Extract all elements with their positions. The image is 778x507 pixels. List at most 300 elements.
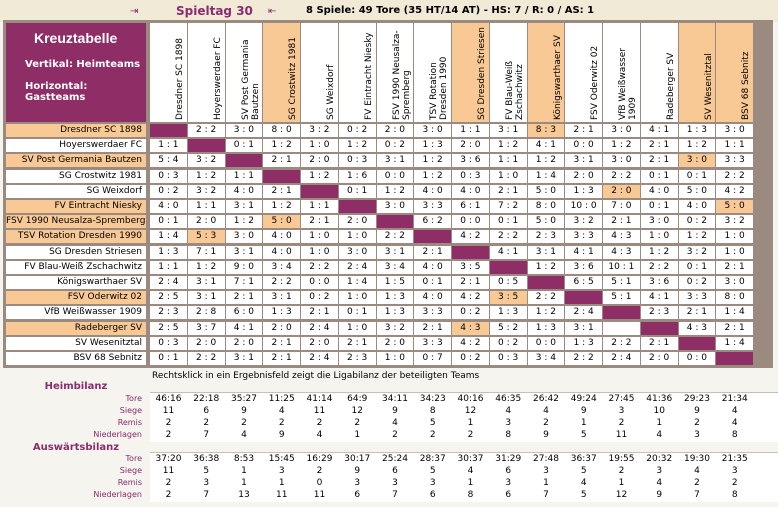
result-cell[interactable]: 0 : 1	[339, 306, 376, 319]
balance-remis-value: 5	[429, 418, 436, 428]
column-header-label: FSV Oderwitz 02	[590, 45, 601, 120]
result-cell[interactable]: 1 : 0	[301, 246, 338, 259]
result-cell[interactable]: 3 : 0	[414, 124, 451, 137]
result-cell[interactable]: 5 : 0	[528, 185, 565, 198]
result-cell[interactable]: 3 : 0	[716, 124, 753, 137]
result-cell[interactable]: 2 : 2	[565, 352, 602, 365]
result-cell[interactable]: 1 : 3	[490, 306, 527, 319]
row-team-name: Hoyerswerdaer FC	[6, 139, 146, 152]
row-team-name: TSV Rotation Dresden 1990	[6, 230, 146, 243]
result-cell[interactable]: 5 : 0	[716, 200, 753, 213]
result-cell[interactable]: 2 : 3	[641, 306, 678, 319]
result-cell[interactable]: 3 : 5	[490, 291, 527, 304]
result-cell[interactable]: 1 : 4	[716, 337, 753, 350]
result-cell[interactable]: 1 : 4	[528, 170, 565, 183]
result-cell[interactable]: 3 : 1	[565, 322, 602, 335]
balance-niederlagen-value: 8	[731, 490, 738, 500]
prev-matchday-arrow-icon[interactable]: ⇤	[268, 6, 277, 17]
result-cell[interactable]: 2 : 1	[263, 185, 300, 198]
result-cell[interactable]: 1 : 3	[565, 185, 602, 198]
balance-remis-value: 4	[392, 418, 398, 428]
result-cell[interactable]: 2 : 2	[301, 261, 338, 274]
result-cell[interactable]: 2 : 0	[263, 322, 300, 335]
result-cell[interactable]: 1 : 2	[188, 261, 225, 274]
row-team-name: Dresdner SC 1898	[6, 124, 146, 137]
result-cell[interactable]: 2 : 1	[301, 215, 338, 228]
balance-remis-value: 1	[278, 478, 285, 488]
result-cell[interactable]: 0 : 1	[150, 215, 187, 228]
result-cell[interactable]: 1 : 3	[414, 139, 451, 152]
column-header-label: VfB Weißwasser 1909	[618, 48, 638, 120]
result-cell[interactable]: 2 : 3	[150, 306, 187, 319]
result-cell[interactable]: 4 : 3	[452, 322, 489, 335]
result-cell[interactable]: 2 : 2	[641, 261, 678, 274]
result-cell[interactable]: 1 : 2	[641, 246, 678, 259]
balance-niederlagen-value: 8	[731, 430, 738, 440]
result-cell[interactable]: 8 : 0	[528, 200, 565, 213]
result-cell[interactable]: 5 : 1	[603, 276, 640, 289]
balance-siege-value: 5	[203, 466, 210, 476]
result-cell[interactable]: 3 : 3	[414, 306, 451, 319]
result-cell[interactable]: 1 : 1	[490, 154, 527, 167]
result-cell[interactable]: 0 : 1	[679, 170, 716, 183]
result-cell[interactable]: 2 : 4	[150, 276, 187, 289]
balance-niederlagen-value: 13	[238, 490, 250, 500]
result-cell[interactable]: 3 : 2	[188, 154, 225, 167]
result-cell[interactable]: 3 : 5	[452, 261, 489, 274]
result-cell[interactable]: 3 : 1	[263, 291, 300, 304]
result-cell[interactable]: 2 : 1	[603, 215, 640, 228]
result-cell[interactable]: 1 : 0	[301, 230, 338, 243]
result-cell[interactable]: 1 : 0	[301, 139, 338, 152]
result-cell[interactable]: 2 : 0	[188, 215, 225, 228]
balance-siege-value: 11	[162, 466, 175, 476]
result-cell[interactable]: 3 : 1	[377, 154, 414, 167]
result-cell[interactable]: 0 : 0	[301, 276, 338, 289]
result-cell[interactable]: 3 : 3	[414, 337, 451, 350]
result-cell[interactable]: 0 : 2	[377, 139, 414, 152]
balance-niederlagen-value: 7	[203, 490, 210, 500]
result-cell[interactable]: 3 : 2	[565, 215, 602, 228]
result-cell[interactable]: 4 : 0	[679, 200, 716, 213]
result-cell[interactable]: 1 : 1	[226, 170, 263, 183]
result-cell[interactable]: 3 : 3	[716, 154, 753, 167]
result-cell[interactable]: 5 : 0	[679, 185, 716, 198]
result-cell[interactable]: 8 : 0	[716, 291, 753, 304]
result-cell[interactable]: 7 : 0	[603, 200, 640, 213]
result-cell[interactable]: 2 : 1	[263, 352, 300, 365]
result-cell[interactable]: 0 : 2	[452, 306, 489, 319]
result-cell[interactable]: 10 : 1	[603, 261, 640, 274]
balance-tore-value: 46:16	[155, 394, 182, 404]
balance-label: Tore	[125, 454, 142, 463]
balance-niederlagen-value: 6	[429, 490, 436, 500]
balance-niederlagen-value: 8	[467, 490, 474, 500]
result-cell[interactable]: 1 : 2	[528, 261, 565, 274]
result-cell[interactable]: 4 : 2	[452, 230, 489, 243]
result-cell[interactable]: 2 : 0	[377, 124, 414, 137]
result-cell[interactable]: 1 : 0	[339, 322, 376, 335]
result-cell[interactable]: 5 : 0	[528, 215, 565, 228]
result-cell[interactable]: 1 : 1	[301, 200, 338, 213]
result-cell[interactable]: 1 : 2	[226, 215, 263, 228]
result-cell[interactable]: 1 : 2	[263, 200, 300, 213]
balance-remis-value: 3	[505, 478, 512, 488]
balance-tore-value: 8:53	[233, 454, 255, 464]
result-cell[interactable]: 6 : 0	[226, 306, 263, 319]
result-cell[interactable]: 4 : 1	[490, 246, 527, 259]
result-cell[interactable]: 3 : 1	[490, 124, 527, 137]
diagonal-cell	[641, 322, 678, 335]
result-cell[interactable]: 1 : 0	[716, 246, 753, 259]
result-cell[interactable]: 2 : 0	[452, 139, 489, 152]
balance-remis-value: 3	[203, 478, 210, 488]
result-cell[interactable]: 1 : 1	[716, 139, 753, 152]
result-cell[interactable]: 2 : 0	[339, 215, 376, 228]
balance-tore-value: 27:48	[533, 454, 559, 464]
result-cell[interactable]: 1 : 3	[263, 306, 300, 319]
result-cell[interactable]: 2 : 8	[188, 306, 225, 319]
result-cell[interactable]: 1 : 2	[679, 230, 716, 243]
result-cell[interactable]: 0 : 2	[490, 337, 527, 350]
result-cell[interactable]: 2 : 1	[339, 337, 376, 350]
balance-remis-value: 2	[316, 418, 323, 428]
balance-label: Niederlagen	[93, 490, 142, 499]
result-cell[interactable]: 2 : 3	[528, 230, 565, 243]
result-cell[interactable]: 2 : 0	[188, 337, 225, 350]
result-cell[interactable]: 4 : 0	[452, 185, 489, 198]
result-cell[interactable]: 7 : 1	[188, 246, 225, 259]
result-cell[interactable]: 2 : 0	[641, 352, 678, 365]
balance-siege-value: 9	[580, 406, 587, 416]
result-cell[interactable]: 0 : 1	[414, 276, 451, 289]
result-cell[interactable]: 3 : 0	[377, 200, 414, 213]
result-cell[interactable]: 2 : 1	[414, 322, 451, 335]
result-cell[interactable]: 0 : 2	[150, 185, 187, 198]
balance-tore-value: 29:23	[684, 394, 710, 404]
result-cell[interactable]: 3 : 2	[716, 215, 753, 228]
result-cell[interactable]: 1 : 4	[716, 306, 753, 319]
result-cell[interactable]: 4 : 1	[641, 291, 678, 304]
result-cell[interactable]: 0 : 7	[414, 352, 451, 365]
result-cell[interactable]: 4 : 0	[414, 185, 451, 198]
result-cell[interactable]: 3 : 1	[226, 200, 263, 213]
result-cell[interactable]: 3 : 4	[528, 352, 565, 365]
balance-siege-value: 5	[580, 466, 587, 476]
result-cell[interactable]: 2 : 1	[301, 306, 338, 319]
result-cell[interactable]: 2 : 0	[301, 337, 338, 350]
balance-tore-value: 20:32	[646, 454, 673, 464]
result-cell[interactable]: 1 : 0	[339, 230, 376, 243]
result-cell[interactable]: 6 : 5	[565, 276, 602, 289]
result-cell[interactable]: 0 : 3	[452, 170, 489, 183]
result-cell[interactable]: 1 : 0	[641, 230, 678, 243]
column-header	[414, 23, 451, 122]
result-cell[interactable]: 4 : 1	[641, 124, 678, 137]
result-cell[interactable]: 3 : 1	[188, 291, 225, 304]
result-cell[interactable]: 0 : 0	[452, 215, 489, 228]
result-cell[interactable]: 3 : 0	[716, 276, 753, 289]
result-cell[interactable]: 1 : 2	[490, 139, 527, 152]
result-cell[interactable]: 0 : 1	[226, 139, 263, 152]
result-cell[interactable]: 1 : 0	[339, 291, 376, 304]
result-cell[interactable]: 0 : 1	[339, 185, 376, 198]
result-cell[interactable]: 3 : 6	[641, 276, 678, 289]
result-cell[interactable]: 0 : 0	[377, 170, 414, 183]
result-cell[interactable]: 2 : 1	[414, 246, 451, 259]
result-cell[interactable]: 1 : 2	[603, 139, 640, 152]
result-cell[interactable]: 2 : 4	[301, 352, 338, 365]
result-cell[interactable]: 8 : 3	[528, 124, 565, 137]
balance-siege-value: 1	[241, 466, 247, 476]
result-cell[interactable]: 1 : 0	[716, 230, 753, 243]
result-cell[interactable]: 2 : 2	[188, 352, 225, 365]
result-cell[interactable]: 1 : 2	[263, 139, 300, 152]
result-cell[interactable]: 0 : 1	[679, 261, 716, 274]
balance-siege-value: 6	[392, 466, 398, 476]
result-cell[interactable]: 6 : 2	[414, 215, 451, 228]
result-cell[interactable]: 2 : 5	[150, 322, 187, 335]
result-cell[interactable]: 2 : 2	[603, 337, 640, 350]
result-cell[interactable]: 0 : 1	[641, 170, 678, 183]
balance-tore-value: 37:20	[155, 454, 182, 464]
result-cell[interactable]: 2 : 1	[452, 276, 489, 289]
result-cell[interactable]: 0 : 2	[679, 215, 716, 228]
balance-tore-value: 35:27	[231, 394, 257, 404]
balance-niederlagen-value: 6	[505, 490, 512, 500]
result-cell[interactable]: 3 : 6	[452, 154, 489, 167]
result-cell[interactable]: 0 : 1	[490, 215, 527, 228]
diagonal-cell	[339, 200, 376, 213]
balance-niederlagen-value: 9	[543, 430, 549, 440]
balance-remis-value: 2	[165, 478, 172, 488]
result-cell[interactable]: 1 : 2	[188, 170, 225, 183]
result-cell[interactable]: 1 : 3	[565, 337, 602, 350]
result-cell[interactable]: 2 : 1	[641, 154, 678, 167]
balance-tore-value: 36:37	[570, 454, 597, 464]
result-cell[interactable]: 3 : 4	[263, 261, 300, 274]
result-cell[interactable]: 1 : 3	[679, 124, 716, 137]
result-cell[interactable]: 1 : 2	[528, 154, 565, 167]
balance-tore-value: 21:34	[721, 394, 748, 404]
result-cell[interactable]: 4 : 2	[716, 185, 753, 198]
result-cell[interactable]: 1 : 2	[528, 306, 565, 319]
result-cell[interactable]: 8 : 0	[263, 124, 300, 137]
result-cell[interactable]: 3 : 2	[301, 124, 338, 137]
result-cell[interactable]: 1 : 1	[188, 200, 225, 213]
result-cell[interactable]: 3 : 2	[188, 185, 225, 198]
result-cell[interactable]: 4 : 2	[452, 291, 489, 304]
result-cell[interactable]: 2 : 4	[301, 322, 338, 335]
balance-remis-value: 2	[694, 418, 700, 428]
result-cell[interactable]: 4 : 0	[641, 185, 678, 198]
result-cell[interactable]: 3 : 7	[188, 322, 225, 335]
result-cell[interactable]: 0 : 2	[301, 291, 338, 304]
result-cell[interactable]: 1 : 1	[452, 124, 489, 137]
balance-remis-value: 1	[656, 418, 663, 428]
result-cell[interactable]: 2 : 2	[377, 230, 414, 243]
balance-tore-value: 40:16	[457, 394, 484, 404]
result-cell[interactable]: 4 : 0	[263, 246, 300, 259]
result-cell[interactable]: 1 : 2	[301, 170, 338, 183]
result-cell[interactable]: 1 : 2	[679, 139, 716, 152]
result-cell[interactable]: 4 : 3	[603, 246, 640, 259]
balance-niederlagen-value: 1	[354, 430, 361, 440]
result-cell[interactable]: 3 : 1	[188, 276, 225, 289]
result-cell[interactable]: 0 : 0	[679, 352, 716, 365]
result-cell[interactable]: 2 : 0	[565, 170, 602, 183]
result-cell[interactable]: 7 : 2	[490, 200, 527, 213]
column-header-label: SG Weixdorf	[326, 64, 336, 120]
balance-niederlagen-value: 2	[165, 430, 172, 440]
result-cell[interactable]: 9 : 0	[226, 261, 263, 274]
result-cell[interactable]: 2 : 1	[641, 337, 678, 350]
result-cell[interactable]: 1 : 5	[377, 276, 414, 289]
result-cell[interactable]: 2 : 1	[226, 291, 263, 304]
result-cell[interactable]: 1 : 1	[150, 139, 187, 152]
result-cell[interactable]: 2 : 2	[603, 170, 640, 183]
result-cell[interactable]: 2 : 5	[150, 291, 187, 304]
diagonal-cell	[716, 352, 753, 365]
result-cell[interactable]: 4 : 0	[226, 185, 263, 198]
result-cell[interactable]: 2 : 1	[490, 185, 527, 198]
result-cell[interactable]: 5 : 1	[603, 291, 640, 304]
result-cell[interactable]: 4 : 0	[263, 230, 300, 243]
diagonal-cell	[263, 170, 300, 183]
result-cell[interactable]: 2 : 1	[263, 337, 300, 350]
result-cell[interactable]: 2 : 0	[301, 154, 338, 167]
result-cell[interactable]: 1 : 4	[339, 276, 376, 289]
next-matchday-arrow-icon[interactable]: ⇥	[130, 6, 139, 17]
result-cell[interactable]: 3 : 0	[679, 154, 716, 167]
balance-niederlagen-value: 5	[580, 490, 587, 500]
result-cell[interactable]: 5 : 3	[188, 230, 225, 243]
result-cell[interactable]: 1 : 6	[339, 170, 376, 183]
result-cell[interactable]: 3 : 0	[603, 124, 640, 137]
matchday-bar	[0, 0, 778, 22]
result-cell[interactable]: 2 : 2	[490, 230, 527, 243]
result-cell[interactable]: 2 : 1	[641, 139, 678, 152]
result-cell[interactable]: 3 : 1	[528, 246, 565, 259]
result-cell[interactable]: 1 : 3	[150, 246, 187, 259]
result-cell[interactable]: 10 : 0	[565, 200, 602, 213]
result-cell[interactable]: 2 : 4	[603, 352, 640, 365]
result-cell[interactable]: 3 : 0	[641, 215, 678, 228]
result-cell[interactable]: 3 : 4	[377, 261, 414, 274]
result-cell[interactable]: 2 : 1	[716, 322, 753, 335]
balance-tore-value: 30:17	[344, 454, 371, 464]
result-cell[interactable]: 4 : 0	[414, 291, 451, 304]
result-cell[interactable]: 4 : 0	[150, 200, 187, 213]
result-cell[interactable]: 3 : 1	[226, 352, 263, 365]
result-cell[interactable]: 3 : 3	[679, 291, 716, 304]
result-cell[interactable]: 2 : 0	[377, 337, 414, 350]
balance-remis-value: 3	[392, 478, 398, 488]
result-cell[interactable]: 3 : 0	[226, 230, 263, 243]
result-cell[interactable]: 3 : 2	[377, 322, 414, 335]
result-cell[interactable]: 3 : 1	[226, 246, 263, 259]
result-cell[interactable]: 1 : 2	[377, 185, 414, 198]
balance-niederlagen-value: 2	[429, 430, 436, 440]
result-cell[interactable]: 2 : 1	[679, 306, 716, 319]
result-cell[interactable]: 3 : 0	[603, 154, 640, 167]
result-cell[interactable]: 2 : 4	[339, 261, 376, 274]
row-team-name: FSV 1990 Neusalza-Spremberg	[6, 216, 146, 227]
result-cell[interactable]: 3 : 6	[565, 261, 602, 274]
result-cell[interactable]: 2 : 2	[188, 124, 225, 137]
result-cell[interactable]: 2 : 0	[603, 185, 640, 198]
result-cell[interactable]: 3 : 1	[377, 246, 414, 259]
result-cell[interactable]: 4 : 0	[414, 261, 451, 274]
result-cell[interactable]: 4 : 1	[226, 322, 263, 335]
result-cell[interactable]: 2 : 3	[339, 352, 376, 365]
result-cell[interactable]: 0 : 3	[150, 170, 187, 183]
result-cell[interactable]: 5 : 2	[490, 322, 527, 335]
result-cell[interactable]: 2 : 1	[716, 261, 753, 274]
result-cell[interactable]: 4 : 3	[603, 230, 640, 243]
column-header-label: FV Eintracht Niesky	[363, 32, 374, 120]
result-cell[interactable]: 0 : 5	[490, 276, 527, 289]
result-cell[interactable]	[603, 322, 640, 335]
result-cell[interactable]: 4 : 3	[679, 322, 716, 335]
result-cell[interactable]: 1 : 3	[377, 291, 414, 304]
result-cell[interactable]: 1 : 2	[339, 139, 376, 152]
result-cell[interactable]: 0 : 3	[150, 337, 187, 350]
result-cell[interactable]: 4 : 1	[528, 139, 565, 152]
result-cell[interactable]: 0 : 1	[150, 352, 187, 365]
result-cell[interactable]: 4 : 2	[452, 337, 489, 350]
result-cell[interactable]: 0 : 0	[565, 139, 602, 152]
result-cell[interactable]: 3 : 0	[339, 246, 376, 259]
result-cell[interactable]: 2 : 1	[263, 154, 300, 167]
result-cell[interactable]: 2 : 2	[528, 291, 565, 304]
result-cell[interactable]: 2 : 0	[226, 337, 263, 350]
result-cell[interactable]: 0 : 2	[339, 124, 376, 137]
result-cell[interactable]: 0 : 3	[339, 154, 376, 167]
result-cell[interactable]: 3 : 3	[414, 200, 451, 213]
result-cell[interactable]: 5 : 4	[150, 154, 187, 167]
result-cell[interactable]: 2 : 2	[716, 170, 753, 183]
result-cell[interactable]: 7 : 1	[226, 276, 263, 289]
result-cell[interactable]: 2 : 1	[565, 124, 602, 137]
result-cell[interactable]: 0 : 3	[490, 352, 527, 365]
result-cell[interactable]: 1 : 2	[414, 154, 451, 167]
result-cell[interactable]: 3 : 0	[226, 124, 263, 137]
result-cell[interactable]: 0 : 2	[452, 352, 489, 365]
result-cell[interactable]: 3 : 1	[565, 154, 602, 167]
diagonal-cell	[188, 139, 225, 152]
result-cell[interactable]: 3 : 3	[565, 230, 602, 243]
result-cell[interactable]: 2 : 2	[263, 276, 300, 289]
result-cell[interactable]: 0 : 1	[641, 200, 678, 213]
result-cell[interactable]: 5 : 0	[263, 215, 300, 228]
result-cell[interactable]: 1 : 3	[528, 322, 565, 335]
result-cell[interactable]: 6 : 1	[452, 200, 489, 213]
result-cell[interactable]: 1 : 0	[490, 170, 527, 183]
result-cell[interactable]: 2 : 4	[565, 306, 602, 319]
balance-niederlagen-value: 12	[615, 490, 628, 500]
balance-remis-value: 3	[429, 478, 436, 488]
result-cell[interactable]: 1 : 2	[414, 170, 451, 183]
result-cell[interactable]: 0 : 2	[679, 276, 716, 289]
result-cell[interactable]: 1 : 0	[377, 352, 414, 365]
result-cell[interactable]: 4 : 1	[565, 246, 602, 259]
result-cell[interactable]: 1 : 4	[150, 230, 187, 243]
result-cell[interactable]: 1 : 1	[150, 261, 187, 274]
result-cell[interactable]: 0 : 0	[528, 337, 565, 350]
result-cell[interactable]: 1 : 3	[377, 306, 414, 319]
result-cell[interactable]: 3 : 2	[679, 246, 716, 259]
